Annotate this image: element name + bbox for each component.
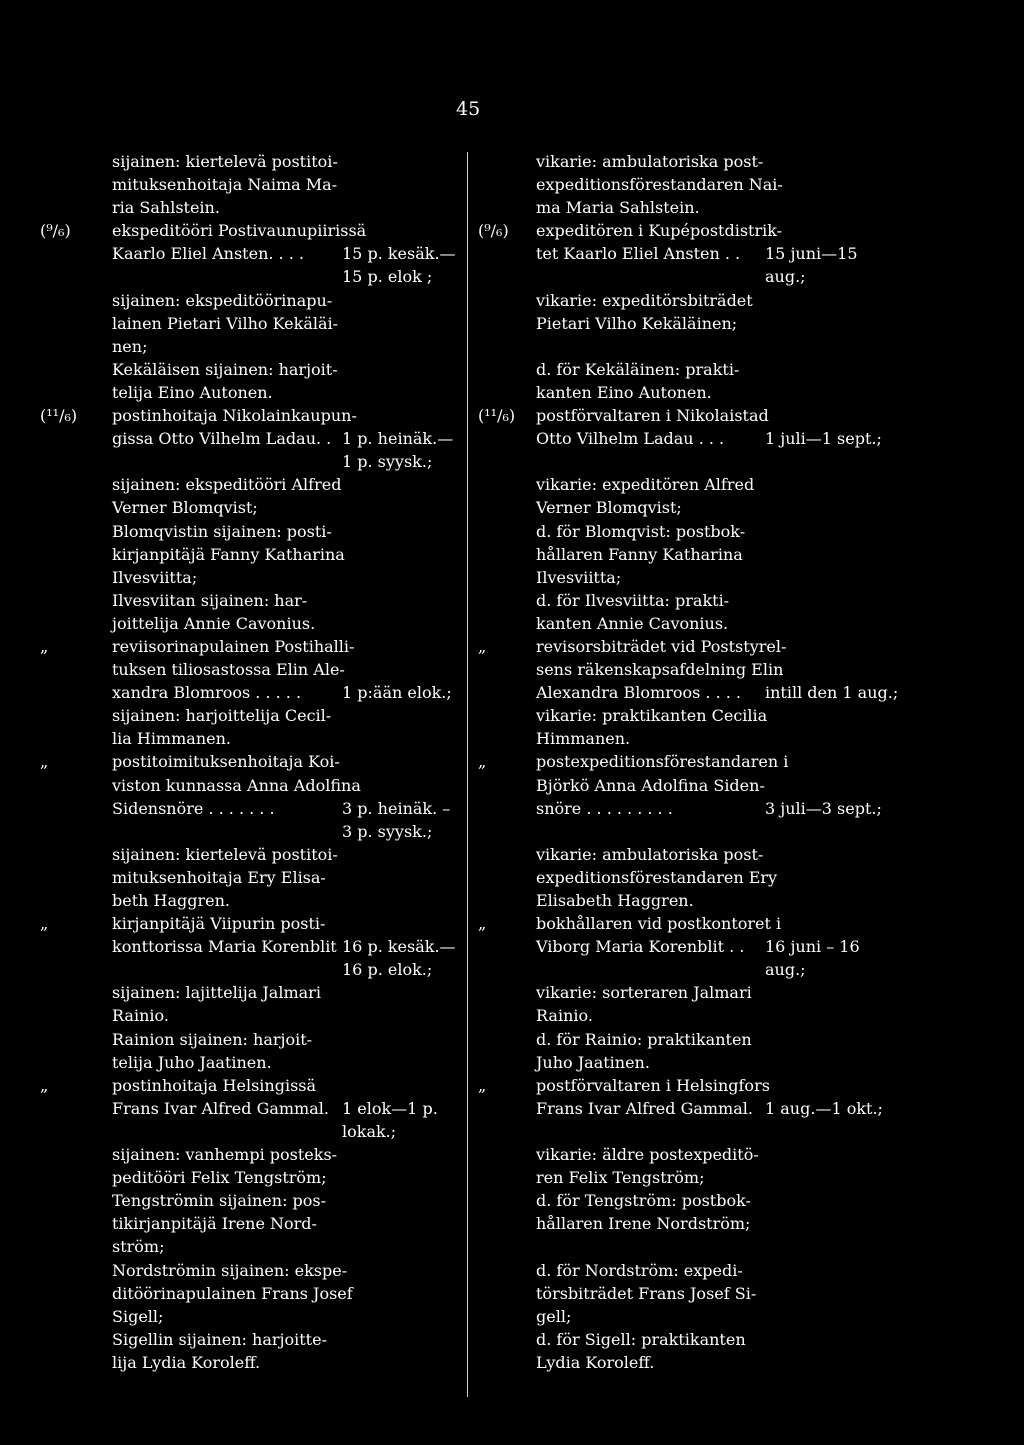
swedish-line [478,1212,998,1235]
finnish-line [40,843,460,866]
entry-text: expeditionsförestandaren Ery [536,867,778,887]
entry-text: Verner Blomqvist; [112,498,258,518]
finnish-line [40,681,460,704]
entry-text: vikarie: expeditören Alfred [536,475,755,495]
swedish-line [478,1305,998,1328]
finnish-line [40,242,460,265]
swedish-line [478,843,998,866]
entry-text: sens räkenskapsafdelning Elin [536,660,784,680]
entry-period: 3 p. heinäk. – [342,798,451,818]
finnish-line [40,1305,460,1328]
finnish-line [40,1166,460,1189]
swedish-line [478,797,998,820]
swedish-line [478,1259,998,1282]
entry-text: hållaren Fanny Katharina [536,544,743,564]
entry-period: 15 p. elok ; [342,267,433,287]
entry-text: d. för Ilvesviitta: prakti- [536,590,730,610]
entry-text: Ilvesviitan sijainen: har- [112,590,308,610]
right-column-swedish [478,150,998,1374]
entry-text: sijainen: vanhempi posteks- [112,1145,338,1165]
swedish-line [478,196,998,219]
entry-period: 1 elok—1 p. [342,1098,438,1118]
finnish-line [40,935,460,958]
entry-period: aug.; [765,267,806,287]
entry-text: konttorissa Maria Korenblit [112,937,337,957]
swedish-line [478,1235,998,1258]
swedish-line [478,750,998,773]
entry-period: 15 juni—15 [765,244,858,264]
entry-text: ekspeditööri Postivaunupiirissä [112,221,367,241]
entry-period: 16 juni – 16 [765,937,860,957]
entry-text: vikarie: praktikanten Cecilia [536,706,768,726]
swedish-line [478,958,998,981]
swedish-line [478,450,998,473]
finnish-line [40,219,460,242]
entry-period: 3 p. syysk.; [342,821,433,841]
entry-text: Lydia Koroleff. [536,1352,655,1372]
finnish-line [40,381,460,404]
entry-text: tet Kaarlo Eliel Ansten . . [536,244,741,264]
finnish-line [40,774,460,797]
finnish-line [40,196,460,219]
entry-text: lia Himmanen. [112,729,231,749]
swedish-line [478,312,998,335]
entry-text: joittelija Annie Cavonius. [112,613,316,633]
entry-marker: „ [40,752,49,772]
swedish-line [478,358,998,381]
entry-marker: (¹¹/₆) [40,406,78,426]
entry-text: d. för Nordström: expedi- [536,1260,743,1280]
entry-text: kirjanpitäjä Fanny Katharina [112,544,345,564]
entry-marker: „ [40,1075,49,1095]
finnish-line [40,750,460,773]
finnish-line [40,496,460,519]
entry-period: aug.; [765,960,806,980]
swedish-line [478,1282,998,1305]
entry-text: d. för Kekäläinen: prakti- [536,359,740,379]
swedish-line [478,981,998,1004]
entry-text: Verner Blomqvist; [536,498,682,518]
entry-text: mituksenhoitaja Naima Ma- [112,175,338,195]
swedish-line [478,1120,998,1143]
swedish-line [478,265,998,288]
finnish-line [40,958,460,981]
entry-marker: (¹¹/₆) [478,406,516,426]
entry-text: sijainen: ekspeditöörinapu- [112,290,333,310]
entry-text: hållaren Irene Nordström; [536,1214,751,1234]
entry-text: ria Sahlstein. [112,198,220,218]
finnish-line [40,358,460,381]
entry-period: lokak.; [342,1121,397,1141]
swedish-line [478,1004,998,1027]
entry-text: postitoimituksenhoitaja Koi- [112,752,340,772]
swedish-line [478,889,998,912]
entry-text: Elisabeth Haggren. [536,891,694,910]
entry-marker: „ [40,636,49,656]
swedish-line [478,727,998,750]
finnish-line [40,727,460,750]
finnish-line [40,335,460,358]
entry-text: Björkö Anna Adolfina Siden- [536,775,765,795]
swedish-line [478,635,998,658]
entry-text: Alexandra Blomroos . . . . [536,683,742,703]
swedish-line [478,866,998,889]
finnish-line [40,612,460,635]
finnish-line [40,1097,460,1120]
page-number: 45 [456,98,481,120]
entry-text: Sigellin sijainen: harjoitte- [112,1329,327,1349]
entry-text: kirjanpitäjä Viipurin posti- [112,914,326,934]
finnish-line [40,797,460,820]
swedish-line [478,1189,998,1212]
entry-text: vikarie: expeditörsbiträdet [536,290,753,310]
finnish-line [40,265,460,288]
finnish-line [40,473,460,496]
swedish-line [478,681,998,704]
entry-text: tuksen tiliosastossa Elin Ale- [112,660,345,680]
entry-text: vikarie: ambulatoriska post- [536,844,764,864]
entry-text: Frans Ivar Alfred Gammal. [536,1098,753,1118]
entry-text: Sigell; [112,1306,164,1326]
entry-text: revisorsbiträdet vid Poststyrel- [536,636,787,656]
entry-text: reviisorinapulainen Postihalli- [112,636,355,656]
entry-text: postinhoitaja Helsingissä [112,1075,317,1095]
entry-text: ditöörinapulainen Frans Josef [112,1283,353,1303]
entry-text: telija Eino Autonen. [112,382,273,402]
entry-text: vikarie: äldre postexpeditö- [536,1145,759,1165]
entry-period: 15 p. kesäk.— [342,244,456,264]
finnish-line [40,635,460,658]
entry-period: 1 juli—1 sept.; [765,429,882,449]
finnish-line [40,150,460,173]
swedish-line [478,150,998,173]
entry-text: xandra Blomroos . . . . . [112,683,302,703]
entry-text: vikarie: sorteraren Jalmari [536,983,752,1003]
swedish-line [478,381,998,404]
finnish-line [40,1074,460,1097]
swedish-line [478,774,998,797]
swedish-line [478,473,998,496]
finnish-line [40,1282,460,1305]
entry-text: vikarie: ambulatoriska post- [536,152,764,171]
left-column-finnish [40,150,460,1374]
swedish-line [478,1351,998,1374]
finnish-line [40,658,460,681]
entry-period: intill den 1 aug.; [765,683,899,703]
entry-text: Nordströmin sijainen: ekspe- [112,1260,348,1280]
entry-text: Pietari Vilho Kekäläinen; [536,313,738,333]
finnish-line [40,1259,460,1282]
entry-period: 3 juli—3 sept.; [765,798,882,818]
entry-marker: (⁹/₆) [478,221,509,241]
entry-period: 1 aug.—1 okt.; [765,1098,883,1118]
finnish-line [40,1051,460,1074]
finnish-line [40,173,460,196]
entry-text: Rainio. [112,1006,169,1026]
entry-text: Rainio. [536,1006,593,1026]
finnish-line [40,704,460,727]
swedish-line [478,935,998,958]
entry-marker: „ [478,752,487,772]
entry-text: postförvaltaren i Helsingfors [536,1075,770,1095]
finnish-line [40,820,460,843]
entry-text: d. för Blomqvist: postbok- [536,521,746,541]
swedish-line [478,566,998,589]
entry-text: expeditören i Kupépostdistrik- [536,221,783,241]
entry-text: sijainen: kiertelevä postitoi- [112,152,338,171]
finnish-line [40,889,460,912]
swedish-line [478,1328,998,1351]
finnish-line [40,404,460,427]
entry-period: 1 p:ään elok.; [342,683,452,703]
swedish-line [478,1051,998,1074]
entry-text: ren Felix Tengström; [536,1168,705,1188]
swedish-line [478,1097,998,1120]
swedish-line [478,219,998,242]
finnish-line [40,289,460,312]
swedish-line [478,1074,998,1097]
entry-text: Himmanen. [536,729,631,749]
entry-text: snöre . . . . . . . . . [536,798,673,818]
entry-text: lija Lydia Koroleff. [112,1352,261,1372]
finnish-line [40,520,460,543]
entry-text: sijainen: harjoittelija Cecil- [112,706,332,726]
entry-text: Juho Jaatinen. [536,1052,650,1072]
swedish-line [478,820,998,843]
finnish-line [40,866,460,889]
entry-text: törsbiträdet Frans Josef Si- [536,1283,757,1303]
finnish-line [40,1143,460,1166]
swedish-line [478,1028,998,1051]
entry-text: postförvaltaren i Nikolaistad [536,406,769,426]
entry-text: sijainen: kiertelevä postitoi- [112,844,338,864]
entry-period: 16 p. kesäk.— [342,937,456,957]
finnish-line [40,1235,460,1258]
entry-text: Ilvesviitta; [112,567,198,587]
entry-text: nen; [112,336,148,356]
entry-text: Frans Ivar Alfred Gammal. [112,1098,329,1118]
finnish-line [40,589,460,612]
finnish-line [40,1120,460,1143]
entry-text: beth Haggren. [112,891,231,910]
entry-text: ma Maria Sahlstein. [536,198,700,218]
entry-period: 1 p. heinäk.— [342,429,454,449]
entry-text: sijainen: lajittelija Jalmari [112,983,321,1003]
finnish-line [40,450,460,473]
entry-text: gissa Otto Vilhelm Ladau. . [112,429,332,449]
entry-text: Sidensnöre . . . . . . . [112,798,275,818]
swedish-line [478,612,998,635]
finnish-line [40,1351,460,1374]
swedish-line [478,404,998,427]
column-divider [467,152,468,1397]
swedish-line [478,704,998,727]
entry-text: d. för Sigell: praktikanten [536,1329,746,1349]
swedish-line [478,520,998,543]
entry-text: Viborg Maria Korenblit . . [536,937,745,957]
entry-text: Tengströmin sijainen: pos- [112,1191,327,1211]
entry-text: ström; [112,1237,165,1257]
finnish-line [40,543,460,566]
swedish-line [478,1143,998,1166]
swedish-line [478,427,998,450]
entry-text: kanten Annie Cavonius. [536,613,729,633]
entry-marker: „ [40,914,49,934]
finnish-line [40,912,460,935]
finnish-line [40,1028,460,1051]
swedish-line [478,589,998,612]
swedish-line [478,658,998,681]
finnish-line [40,981,460,1004]
swedish-line [478,173,998,196]
finnish-line [40,1189,460,1212]
entry-marker: (⁹/₆) [40,221,71,241]
entry-text: Kaarlo Eliel Ansten. . . . [112,244,304,264]
entry-text: postexpeditionsförestandaren i [536,752,789,772]
finnish-line [40,427,460,450]
entry-text: expeditionsförestandaren Nai- [536,175,783,195]
entry-text: mituksenhoitaja Ery Elisa- [112,867,326,887]
entry-marker: „ [478,1075,487,1095]
entry-marker: „ [478,636,487,656]
entry-text: gell; [536,1306,572,1326]
swedish-line [478,1166,998,1189]
entry-text: bokhållaren vid postkontoret i [536,914,782,934]
entry-text: Kekäläisen sijainen: harjoit- [112,359,338,379]
finnish-line [40,1328,460,1351]
entry-text: d. för Rainio: praktikanten [536,1029,752,1049]
entry-text: kanten Eino Autonen. [536,382,712,402]
swedish-line [478,242,998,265]
finnish-line [40,1212,460,1235]
swedish-line [478,496,998,519]
entry-text: d. för Tengström: postbok- [536,1191,751,1211]
entry-text: peditööri Felix Tengström; [112,1168,327,1188]
entry-text: telija Juho Jaatinen. [112,1052,272,1072]
entry-period: 1 p. syysk.; [342,452,433,472]
swedish-line [478,335,998,358]
entry-text: tikirjanpitäjä Irene Nord- [112,1214,317,1234]
entry-text: Ilvesviitta; [536,567,622,587]
entry-text: Rainion sijainen: harjoit- [112,1029,313,1049]
entry-text: viston kunnassa Anna Adolfina [112,775,361,795]
entry-text: lainen Pietari Vilho Kekäläi- [112,313,339,333]
swedish-line [478,289,998,312]
entry-text: postinhoitaja Nikolainkaupun- [112,406,357,426]
entry-text: Blomqvistin sijainen: posti- [112,521,332,541]
finnish-line [40,566,460,589]
entry-text: Otto Vilhelm Ladau . . . [536,429,725,449]
finnish-line [40,1004,460,1027]
swedish-line [478,543,998,566]
entry-period: 16 p. elok.; [342,960,433,980]
entry-text: sijainen: ekspeditööri Alfred [112,475,342,495]
swedish-line [478,912,998,935]
entry-marker: „ [478,914,487,934]
finnish-line [40,312,460,335]
